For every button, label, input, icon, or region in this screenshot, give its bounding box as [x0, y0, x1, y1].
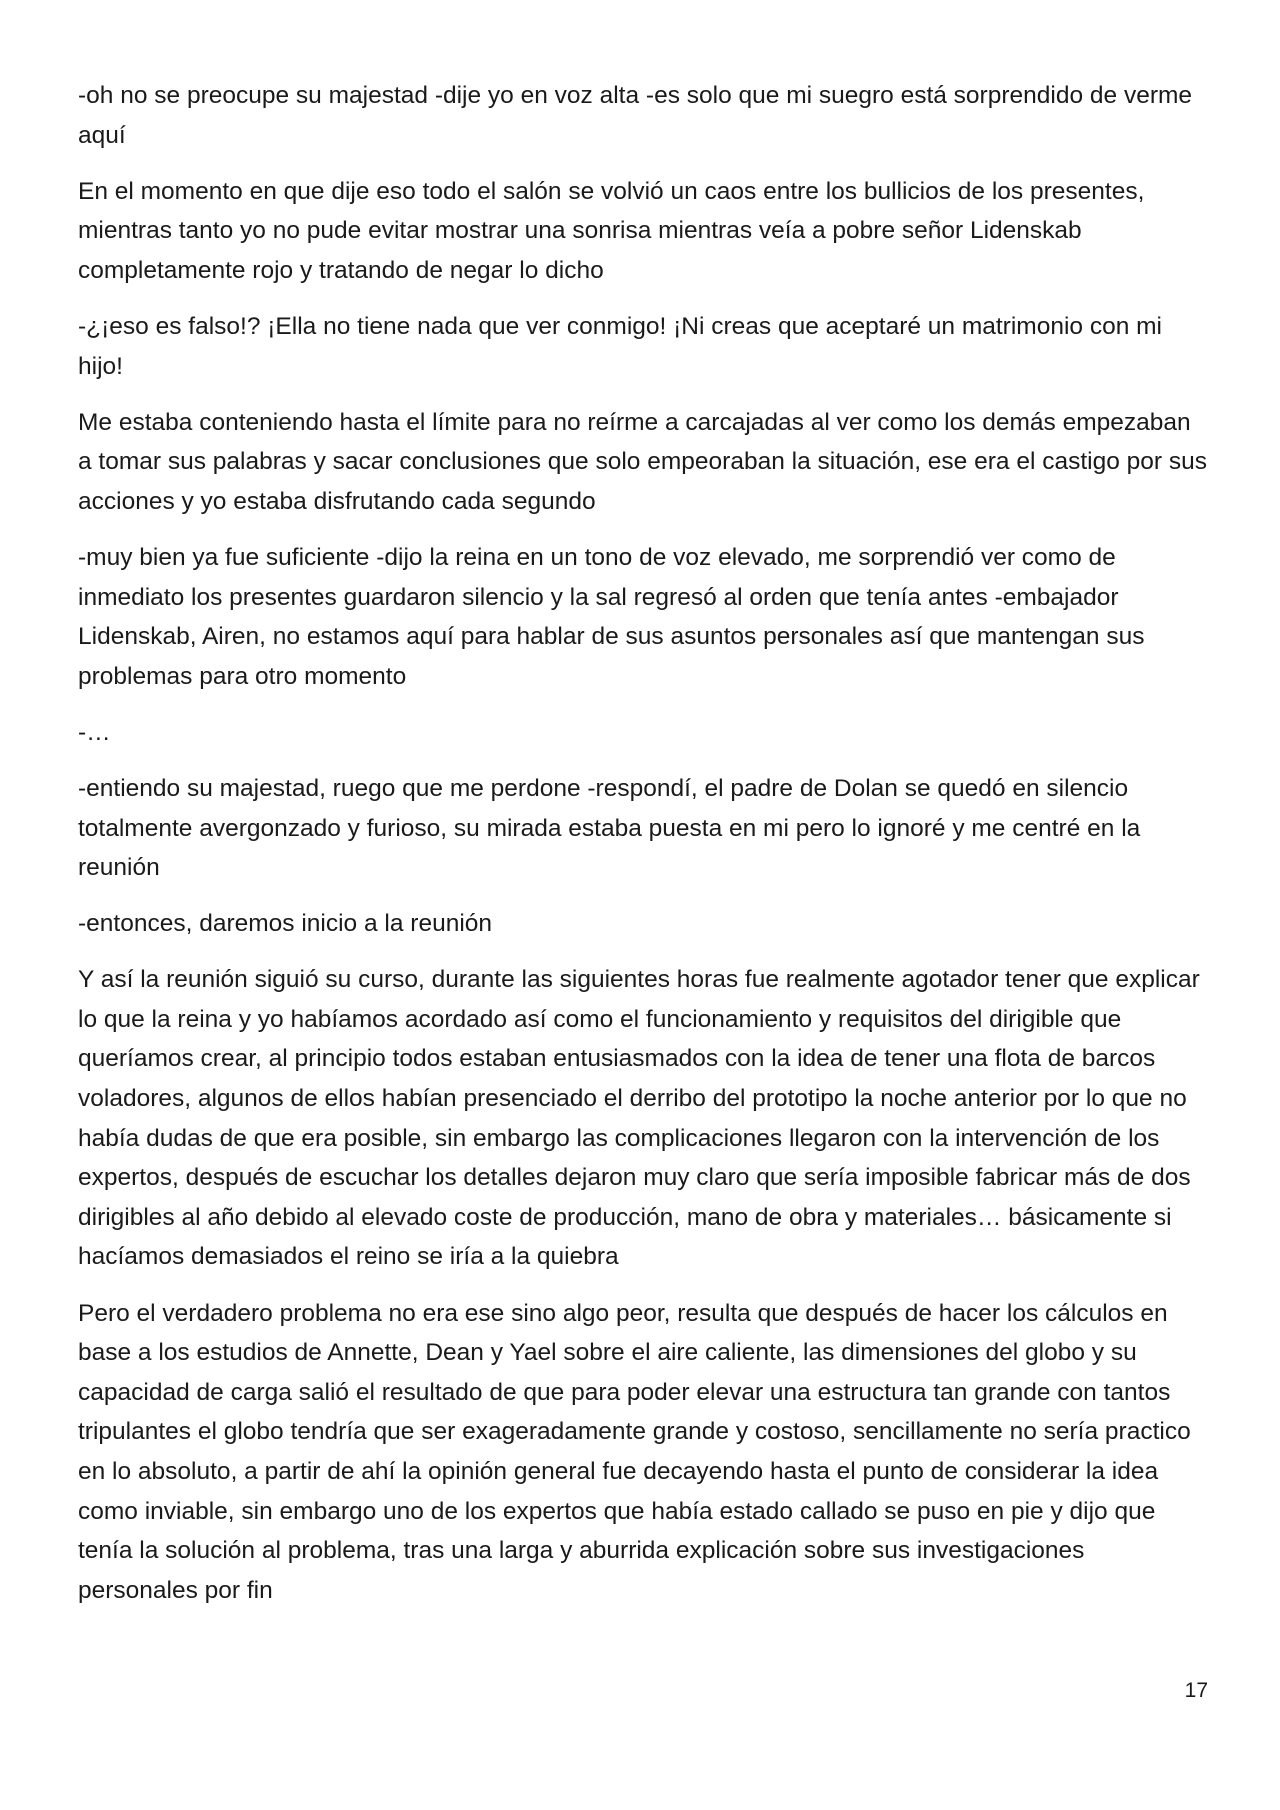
paragraph: -entiendo su majestad, ruego que me perdone -respondí, el padre de Dolan se quedó en silencio totalmente avergonzado y furioso, su mirada estaba puesta en mi pero lo ignoré y me centré en la reunión: [78, 774, 1141, 882]
paragraph: -¿¡eso es falso!? ¡Ella no tiene nada que ver conmigo! ¡Ni creas que aceptaré un matrimonio con mi hijo!: [78, 312, 1162, 380]
paragraph: Y así la reunión siguió su curso, durante las siguientes horas fue realmente agotador tener que explicar lo que la reina y yo habíamos acordado así como el funcionamiento y requisitos del dirigible que queríamos crear, al principio todos estaban entusiasmados con la idea de tener una flota de barcos voladores, algunos de ellos habían presenciado el derribo del prototipo la noche anterior por lo que no había dudas de que era posible, sin embargo las complicaciones llegaron con la intervención de los expertos, después de escuchar los detalles dejaron muy claro que sería imposible fabricar más de dos dirigibles al año debido al elevado coste de producción, mano de obra y materiales… básicamente si hacíamos demasiados el reino se iría a la quiebra: [78, 966, 1200, 1271]
paragraph: -oh no se preocupe su majestad -dije yo en voz alta -es solo que mi suegro está sorprendido de verme aquí: [78, 82, 1193, 149]
paragraph: En el momento en que dije eso todo el salón se volvió un caos entre los bullicios de los presentes, mientras tanto yo no pude evitar mostrar una sonrisa mientras veía a pobre señor Lidenskab completamente rojo y tratando de negar lo dicho: [78, 177, 1145, 284]
paragraph: Me estaba conteniendo hasta el límite para no reírme a carcajadas al ver como los demás empezaban a tomar sus palabras y sacar conclusiones que solo empeoraban la situación, ese era el castigo por sus acciones y yo estaba disfrutando cada segundo: [78, 408, 1207, 515]
paragraph: Pero el verdadero problema no era ese sino algo peor, resulta que después de hacer los cálculos en base a los estudios de Annette, Dean y Yael sobre el aire caliente, las dimensiones del globo y su capacidad de carga salió el resultado de que para poder elevar una estructura tan grande con tantos tripulantes el globo tendría que ser exageradamente grande y costoso, sencillamente no sería practico en lo absoluto, a partir de ahí la opinión general fue decayendo hasta el punto de considerar la idea como inviable, sin embargo uno de los expertos que había estado callado se puso en pie y dijo que tenía la solución al problema, tras una larga y aburrida explicación sobre sus investigaciones personales por fin: [78, 1299, 1191, 1604]
paragraph: -…: [78, 718, 111, 746]
body-text: [78, 76, 1208, 1627]
page-number: 17: [1184, 1679, 1208, 1702]
paragraph: -entonces, daremos inicio a la reunión: [78, 910, 493, 938]
paragraph: -muy bien ya fue suficiente -dijo la reina en un tono de voz elevado, me sorprendió ver como de inmediato los presentes guardaron silencio y la sal regresó al orden que tenía antes -embajador Lidenskab, Airen, no estamos aquí para hablar de sus asuntos personales así que mantengan sus problemas para otro momento: [78, 543, 1145, 690]
